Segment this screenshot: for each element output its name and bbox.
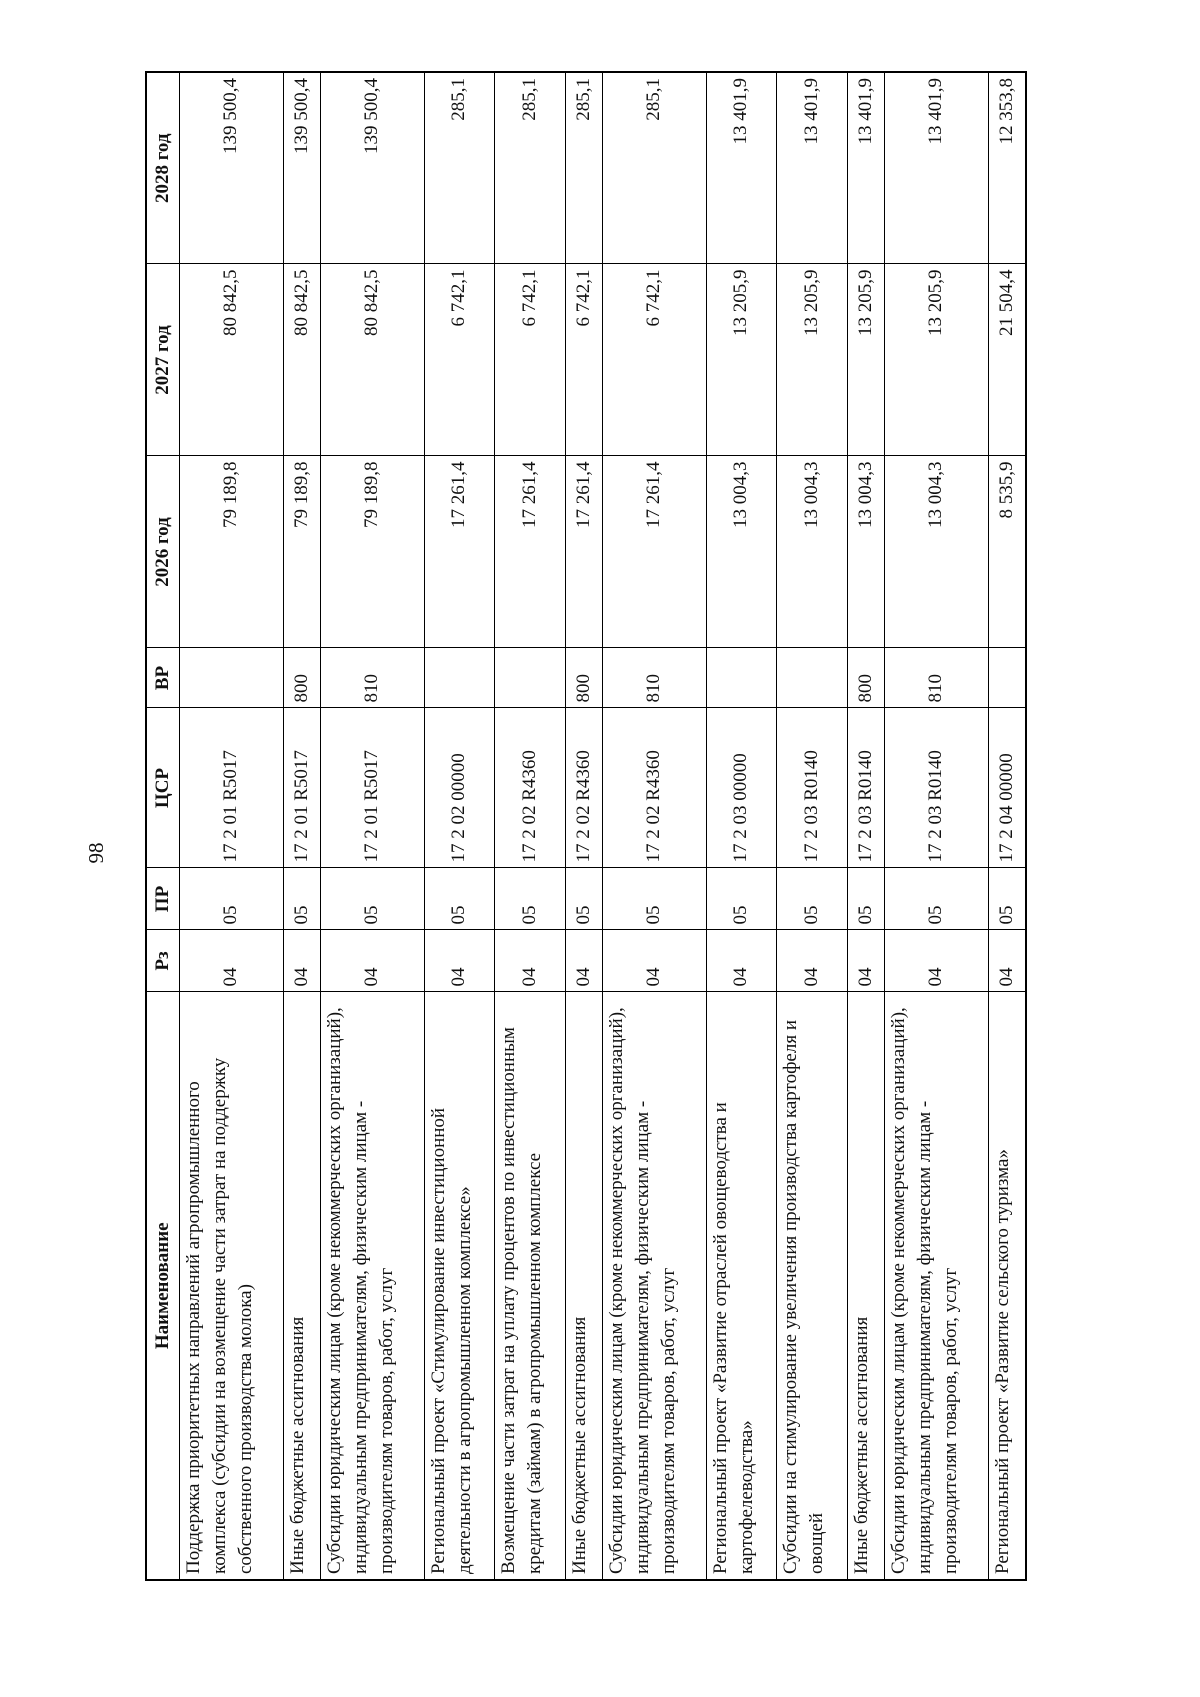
table-row bbox=[495, 72, 565, 1580]
cell-2027: 13 205,9 bbox=[706, 264, 776, 456]
cell-2028: 285,1 bbox=[602, 72, 706, 264]
cell-vr: 810 bbox=[884, 648, 988, 708]
cell-csr: 17 2 02 00000 bbox=[424, 708, 494, 868]
cell-2028: 139 500,4 bbox=[283, 72, 320, 264]
table-row bbox=[283, 72, 320, 1580]
cell-2026: 17 261,4 bbox=[602, 456, 706, 648]
table-row bbox=[988, 72, 1026, 1580]
cell-2027: 80 842,5 bbox=[320, 264, 424, 456]
cell-pr: 05 bbox=[602, 868, 706, 930]
cell-rz: 04 bbox=[283, 930, 320, 992]
cell-vr bbox=[495, 648, 565, 708]
cell-csr: 17 2 01 R5017 bbox=[320, 708, 424, 868]
cell-pr: 05 bbox=[320, 868, 424, 930]
header-vr: ВР bbox=[146, 648, 180, 708]
cell-pr: 05 bbox=[180, 868, 284, 930]
cell-name: Региональный проект «Развитие сельского туризма» bbox=[988, 992, 1026, 1580]
cell-2028: 12 353,8 bbox=[988, 72, 1026, 264]
cell-rz: 04 bbox=[602, 930, 706, 992]
cell-2026: 17 261,4 bbox=[565, 456, 602, 648]
cell-csr: 17 2 02 R4360 bbox=[495, 708, 565, 868]
cell-vr bbox=[706, 648, 776, 708]
cell-2028: 13 401,9 bbox=[884, 72, 988, 264]
cell-2027: 80 842,5 bbox=[180, 264, 284, 456]
cell-rz: 04 bbox=[180, 930, 284, 992]
cell-pr: 05 bbox=[988, 868, 1026, 930]
cell-2026: 17 261,4 bbox=[495, 456, 565, 648]
cell-csr: 17 2 03 R0140 bbox=[847, 708, 884, 868]
cell-2028: 13 401,9 bbox=[847, 72, 884, 264]
cell-rz: 04 bbox=[565, 930, 602, 992]
cell-2026: 79 189,8 bbox=[320, 456, 424, 648]
cell-2026: 13 004,3 bbox=[777, 456, 847, 648]
cell-vr bbox=[988, 648, 1026, 708]
header-csr: ЦСР bbox=[146, 708, 180, 868]
cell-csr: 17 2 01 R5017 bbox=[283, 708, 320, 868]
table-row bbox=[565, 72, 602, 1580]
cell-rz: 04 bbox=[847, 930, 884, 992]
cell-pr: 05 bbox=[495, 868, 565, 930]
cell-name: Иные бюджетные ассигнования bbox=[283, 992, 320, 1580]
cell-2027: 21 504,4 bbox=[988, 264, 1026, 456]
cell-csr: 17 2 02 R4360 bbox=[565, 708, 602, 868]
header-name: Наименование bbox=[146, 992, 180, 1580]
cell-2026: 17 261,4 bbox=[424, 456, 494, 648]
cell-2027: 6 742,1 bbox=[565, 264, 602, 456]
cell-2026: 13 004,3 bbox=[847, 456, 884, 648]
cell-vr: 800 bbox=[565, 648, 602, 708]
cell-rz: 04 bbox=[495, 930, 565, 992]
header-2027: 2027 год bbox=[146, 264, 180, 456]
cell-2027: 6 742,1 bbox=[602, 264, 706, 456]
cell-rz: 04 bbox=[706, 930, 776, 992]
cell-pr: 05 bbox=[847, 868, 884, 930]
cell-pr: 05 bbox=[706, 868, 776, 930]
cell-csr: 17 2 03 R0140 bbox=[777, 708, 847, 868]
cell-rz: 04 bbox=[988, 930, 1026, 992]
cell-2028: 139 500,4 bbox=[320, 72, 424, 264]
cell-2027: 13 205,9 bbox=[777, 264, 847, 456]
table-header bbox=[146, 72, 180, 1580]
cell-name: Субсидии юридическим лицам (кроме некоммерческих организаций), индивидуальным предпринимателям, физическим лицам - производителям товаров, работ, услуг bbox=[320, 992, 424, 1580]
header-2026: 2026 год bbox=[146, 456, 180, 648]
cell-2026: 79 189,8 bbox=[283, 456, 320, 648]
cell-csr: 17 2 01 R5017 bbox=[180, 708, 284, 868]
cell-name: Иные бюджетные ассигнования bbox=[847, 992, 884, 1580]
cell-pr: 05 bbox=[283, 868, 320, 930]
table-row bbox=[602, 72, 706, 1580]
cell-rz: 04 bbox=[320, 930, 424, 992]
cell-name: Поддержка приоритетных направлений агропромышленного комплекса (субсидии на возмещение части затрат на поддержку собственного производства молока) bbox=[180, 992, 284, 1580]
cell-2028: 285,1 bbox=[495, 72, 565, 264]
page-number: 98 bbox=[84, 842, 108, 864]
cell-rz: 04 bbox=[424, 930, 494, 992]
header-rz: Рз bbox=[146, 930, 180, 992]
cell-rz: 04 bbox=[777, 930, 847, 992]
table-row bbox=[424, 72, 494, 1580]
cell-csr: 17 2 03 R0140 bbox=[884, 708, 988, 868]
cell-2026: 79 189,8 bbox=[180, 456, 284, 648]
cell-2027: 6 742,1 bbox=[424, 264, 494, 456]
cell-csr: 17 2 02 R4360 bbox=[602, 708, 706, 868]
cell-2027: 13 205,9 bbox=[884, 264, 988, 456]
cell-2028: 285,1 bbox=[565, 72, 602, 264]
cell-pr: 05 bbox=[884, 868, 988, 930]
cell-vr: 800 bbox=[283, 648, 320, 708]
cell-name: Региональный проект «Развитие отраслей овощеводства и картофелеводства» bbox=[706, 992, 776, 1580]
table-row bbox=[180, 72, 284, 1580]
cell-name: Субсидии на стимулирование увеличения производства картофеля и овощей bbox=[777, 992, 847, 1580]
header-pr: ПР bbox=[146, 868, 180, 930]
cell-2026: 13 004,3 bbox=[706, 456, 776, 648]
cell-pr: 05 bbox=[777, 868, 847, 930]
cell-vr bbox=[180, 648, 284, 708]
budget-table bbox=[145, 71, 1027, 1581]
table-body bbox=[180, 72, 1027, 1580]
cell-vr bbox=[424, 648, 494, 708]
cell-2028: 13 401,9 bbox=[706, 72, 776, 264]
cell-2027: 80 842,5 bbox=[283, 264, 320, 456]
cell-pr: 05 bbox=[565, 868, 602, 930]
cell-rz: 04 bbox=[884, 930, 988, 992]
cell-2028: 13 401,9 bbox=[777, 72, 847, 264]
cell-name: Региональный проект «Стимулирование инвестиционной деятельности в агропромышленном комплексе» bbox=[424, 992, 494, 1580]
cell-csr: 17 2 03 00000 bbox=[706, 708, 776, 868]
cell-name: Субсидии юридическим лицам (кроме некоммерческих организаций), индивидуальным предпринимателям, физическим лицам - производителям товаров, работ, услуг bbox=[884, 992, 988, 1580]
cell-vr: 800 bbox=[847, 648, 884, 708]
cell-2026: 13 004,3 bbox=[884, 456, 988, 648]
rotated-table-wrapper bbox=[145, 71, 1027, 1581]
cell-name: Субсидии юридическим лицам (кроме некоммерческих организаций), индивидуальным предпринимателям, физическим лицам - производителям товаров, работ, услуг bbox=[602, 992, 706, 1580]
table-row bbox=[777, 72, 847, 1580]
table-row bbox=[706, 72, 776, 1580]
cell-2027: 6 742,1 bbox=[495, 264, 565, 456]
table-row bbox=[884, 72, 988, 1580]
header-2028: 2028 год bbox=[146, 72, 180, 264]
cell-2027: 13 205,9 bbox=[847, 264, 884, 456]
table-row bbox=[320, 72, 424, 1580]
cell-csr: 17 2 04 00000 bbox=[988, 708, 1026, 868]
cell-2028: 285,1 bbox=[424, 72, 494, 264]
cell-vr bbox=[777, 648, 847, 708]
cell-pr: 05 bbox=[424, 868, 494, 930]
cell-vr: 810 bbox=[602, 648, 706, 708]
cell-2026: 8 535,9 bbox=[988, 456, 1026, 648]
cell-2028: 139 500,4 bbox=[180, 72, 284, 264]
header-row bbox=[146, 72, 180, 1580]
cell-name: Возмещение части затрат на уплату процентов по инвестиционным кредитам (займам) в агропромышленном комплексе bbox=[495, 992, 565, 1580]
cell-vr: 810 bbox=[320, 648, 424, 708]
cell-name: Иные бюджетные ассигнования bbox=[565, 992, 602, 1580]
table-row bbox=[847, 72, 884, 1580]
